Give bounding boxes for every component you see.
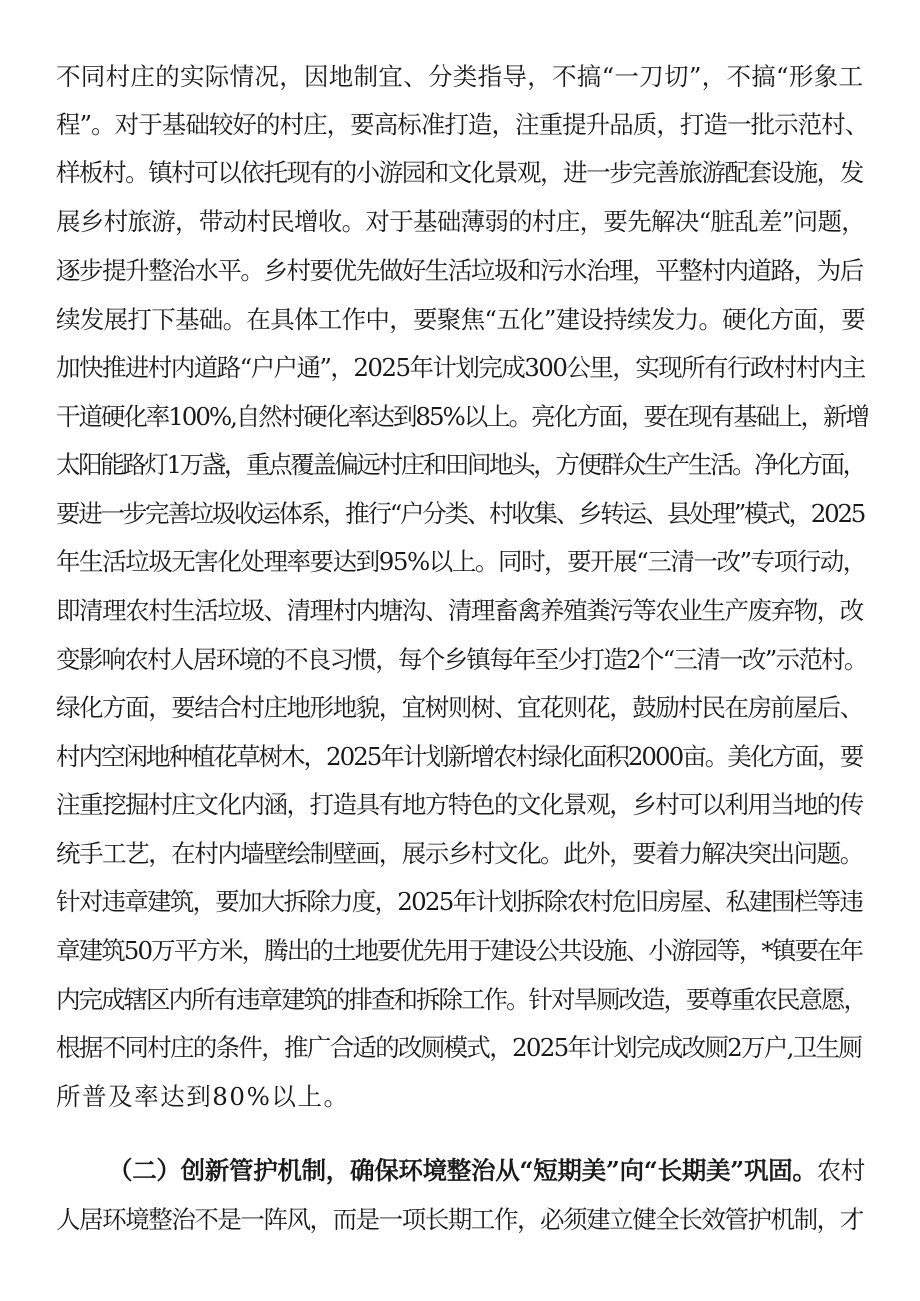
text-line-content: 内完成辖区内所有违章建筑的排查和拆除工作。针对旱厕改造，要尊重农民意愿， xyxy=(56,985,866,1014)
text-line-content: 即清理农村生活垃圾、清理村内塘沟、清理畜禽养殖粪污等农业生产废弃物，改 xyxy=(56,596,863,625)
text-line-content: 所普及率达到80%以上。 xyxy=(56,1082,350,1111)
text-line xyxy=(0,733,920,781)
text-line-content: 要进一步完善垃圾收运体系，推行“户分类、村收集、乡转运、县处理”模式，2025 xyxy=(56,499,865,528)
text-line xyxy=(0,393,920,441)
text-line-content: 人居环境整治不是一阵风，而是一项长期工作，必须建立健全长效管护机制，才 xyxy=(56,1205,863,1234)
text-line-content: 续发展打下基础。在具体工作中，要聚焦“五化”建设持续发力。硬化方面，要 xyxy=(56,305,866,334)
text-line xyxy=(0,247,920,295)
text-line-content: 村内空闲地种植花草树木，2025年计划新增农村绿化面积2000亩。美化方面，要 xyxy=(56,742,863,771)
text-line-content: 统手工艺，在村内墙壁绘制壁画，展示乡村文化。此外，要着力解决突出问题。 xyxy=(56,839,863,868)
text-line xyxy=(0,636,920,684)
text-line-content: 章建筑50万平方米，腾出的土地要优先用于建设公共设施、小游园等，*镇要在年 xyxy=(56,936,863,965)
text-line xyxy=(0,1196,920,1244)
text-line xyxy=(0,830,920,878)
text-line xyxy=(0,781,920,829)
text-line xyxy=(0,101,920,149)
text-line xyxy=(0,1024,920,1072)
text-line-content: 根据不同村庄的条件，推广合适的改厕模式，2025年计划完成改厕2万户,卫生厕 xyxy=(56,1033,862,1062)
text-line-content: 变影响农村人居环境的不良习惯，每个乡镇每年至少打造2个“三清一改”示范村。 xyxy=(56,645,867,674)
text-line xyxy=(0,441,920,489)
text-line-content: 逐步提升整治水平。乡村要优先做好生活垃圾和污水治理，平整村内道路，为后 xyxy=(56,256,863,285)
text-line-content: 加快推进村内道路“户户通”，2025年计划完成300公里，实现所有行政村村内主 xyxy=(56,353,865,382)
section-heading-line xyxy=(0,1147,920,1195)
text-line-content: 干道硬化率100%,自然村硬化率达到85%以上。亮化方面，要在现有基础上，新增 xyxy=(56,402,868,431)
text-line-content: 注重挖掘村庄文化内涵，打造具有地方特色的文化景观，乡村可以利用当地的传 xyxy=(56,790,863,819)
text-line xyxy=(0,976,920,1024)
text-line xyxy=(0,490,920,538)
text-line-content: 针对违章建筑，要加大拆除力度，2025年计划拆除农村危旧房屋、私建围栏等违 xyxy=(56,887,863,916)
section-heading-tail: 农村 xyxy=(816,1156,865,1185)
text-line-content: 绿化方面，要结合村庄地形地貌，宜树则树、宜花则花，鼓励村民在房前屋后、 xyxy=(56,693,863,722)
text-line xyxy=(0,296,920,344)
text-line-content: 不同村庄的实际情况，因地制宜、分类指导，不搞“一刀切”，不搞“形象工 xyxy=(56,62,864,91)
section-heading: （二）创新管护机制，确保环境整治从“短期美”向“长期美”巩固。 xyxy=(108,1156,817,1185)
text-line xyxy=(0,53,920,101)
text-line xyxy=(0,538,920,586)
text-line xyxy=(0,587,920,635)
text-line xyxy=(0,1073,920,1121)
text-line xyxy=(0,344,920,392)
text-line xyxy=(0,149,920,197)
section-heading-wrap xyxy=(108,1147,865,1195)
text-line xyxy=(0,878,920,926)
text-line xyxy=(0,198,920,246)
text-line xyxy=(0,684,920,732)
text-line xyxy=(0,927,920,975)
text-line-content: 样板村。镇村可以依托现有的小游园和文化景观，进一步完善旅游配套设施，发 xyxy=(56,158,863,187)
text-line-content: 程”。对于基础较好的村庄，要高标准打造，注重提升品质，打造一批示范村、 xyxy=(56,110,869,139)
text-line-content: 太阳能路灯1万盏，重点覆盖偏远村庄和田间地头，方便群众生产生活。净化方面， xyxy=(56,450,865,479)
text-line-content: 年生活垃圾无害化处理率要达到95%以上。同时，要开展“三清一改”专项行动， xyxy=(56,547,866,576)
text-line-content: 展乡村旅游，带动村民增收。对于基础薄弱的村庄，要先解决“脏乱差”问题， xyxy=(56,207,866,236)
